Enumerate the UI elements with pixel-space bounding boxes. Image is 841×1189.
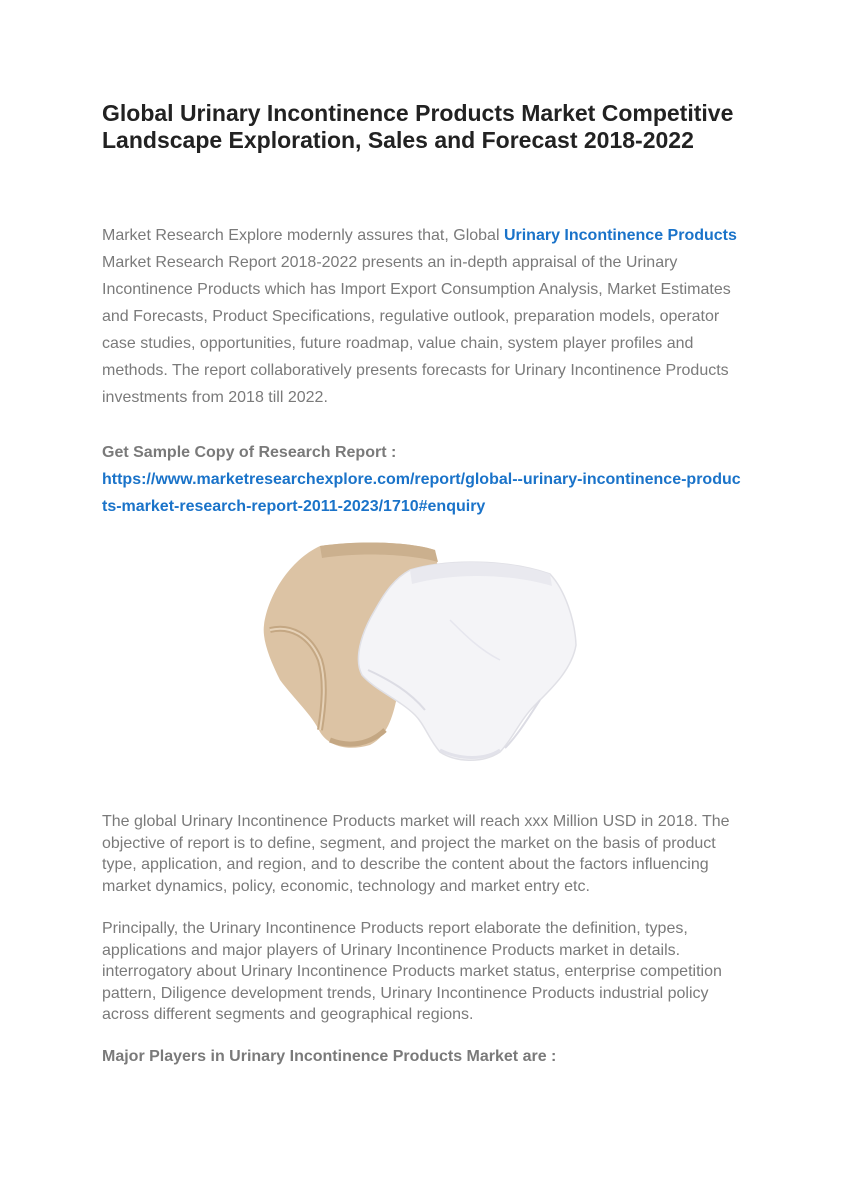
intro-paragraph bbox=[102, 222, 747, 411]
market-reach-paragraph: The global Urinary Incontinence Products market will reach xxx Million USD in 2018. The objective of report is to define, segment, and project the market on the basis of product type, application, and region, and to describe the content about the factors influencing market dynamics, policy, economic, technology and market entry etc. bbox=[102, 813, 730, 895]
sample-report-link[interactable]: https://www.marketresearchexplore.com/report/global--urinary-incontinence-products-market-research-report-2011-2023/1710#enquiry bbox=[102, 471, 741, 515]
white-brief-shape bbox=[358, 562, 576, 760]
urinary-incontinence-keyword-link[interactable]: Urinary Incontinence Products bbox=[503, 227, 737, 244]
major-players-heading: Major Players in Urinary Incontinence Products Market are : bbox=[102, 1048, 557, 1065]
intro-body-text: Market Research Report 2018-2022 presents an in-depth appraisal of the Urinary Incontinence Products which has Import Export Consumption Analysis, Market Estimates and Forecasts, Product Specifications, regulative outlook, preparation models, operator case studies, opportunities, future roadmap, value chain, system player profiles and methods. The report collaboratively presents forecasts for Urinary Incontinence Products investments from 2018 till 2022. bbox=[102, 254, 731, 406]
intro-lead-text: Market Research Explore modernly assures that, Global bbox=[102, 227, 504, 244]
sample-copy-label: Get Sample Copy of Research Report : bbox=[102, 444, 397, 461]
principally-paragraph: Principally, the Urinary Incontinence Products report elaborate the definition, types, applications and major players of Urinary Incontinence Products market in details. interrogatory about Urinary Incontinence Products market status, enterprise competition pattern, Diligence development trends, Urinary Incontinence Products industrial policy across different segments and geographical regions. bbox=[102, 920, 722, 1023]
document-title: Global Urinary Incontinence Products Market Competitive Landscape Exploration, Sales and Forecast 2018-2022 bbox=[102, 100, 734, 153]
product-photo bbox=[250, 540, 592, 775]
